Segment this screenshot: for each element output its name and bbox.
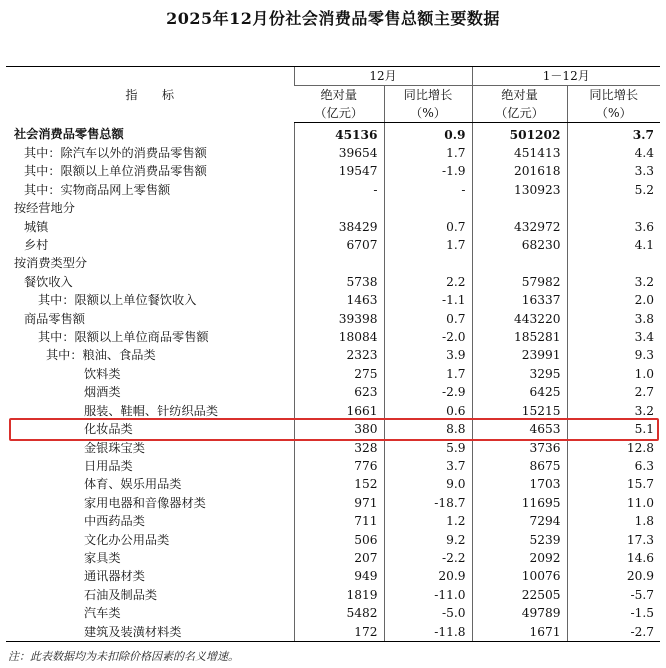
ytd-growth-cell: 17.3 <box>567 530 660 548</box>
ytd-growth-cell: 3.2 <box>567 402 660 420</box>
ytd-abs-cell: 10076 <box>472 567 567 585</box>
ytd-abs-cell: 6425 <box>472 383 567 401</box>
month-growth-cell: 5.9 <box>384 438 472 456</box>
row-label: 烟酒类 <box>84 385 121 400</box>
month-abs-cell <box>294 199 384 217</box>
month-growth-cell: 20.9 <box>384 567 472 585</box>
month-growth-cell: -2.2 <box>384 549 472 567</box>
ytd-growth-cell: 6.3 <box>567 457 660 475</box>
row-label: 金银珠宝类 <box>84 440 145 455</box>
row-label: 石油及制品类 <box>84 587 158 602</box>
month-growth-cell: -18.7 <box>384 494 472 512</box>
table-row <box>6 291 660 309</box>
month-abs-cell: 623 <box>294 383 384 401</box>
ytd-growth-cell: 9.3 <box>567 346 660 364</box>
ytd-abs-cell: 22505 <box>472 586 567 604</box>
row-label: 其中：实物商品网上零售额 <box>24 182 171 197</box>
ytd-growth-cell: -5.7 <box>567 586 660 604</box>
table-row <box>6 123 660 144</box>
retail-sales-table <box>6 66 660 642</box>
month-abs-cell: 6707 <box>294 236 384 254</box>
ytd-abs-cell: 3736 <box>472 438 567 456</box>
row-label: 按消费类型分 <box>14 256 88 271</box>
ytd-growth-cell: 3.2 <box>567 273 660 291</box>
row-label: 社会消费品零售总额 <box>14 127 124 142</box>
ytd-abs-cell: 1671 <box>472 622 567 641</box>
ytd-growth-cell: 5.2 <box>567 181 660 199</box>
month-abs-cell: - <box>294 181 384 199</box>
ytd-abs-cell: 1703 <box>472 475 567 493</box>
row-label: 体育、娱乐用品类 <box>84 477 182 492</box>
month-abs-cell: 45136 <box>294 123 384 144</box>
month-abs-cell: 1661 <box>294 402 384 420</box>
month-abs-cell <box>294 254 384 272</box>
row-label: 饮料类 <box>84 366 121 381</box>
month-growth-cell <box>384 199 472 217</box>
month-abs-cell: 506 <box>294 530 384 548</box>
ytd-abs-cell: 8675 <box>472 457 567 475</box>
table-row <box>6 199 660 217</box>
ytd-growth-cell: 3.3 <box>567 162 660 180</box>
month-abs-cell: 38429 <box>294 217 384 235</box>
month-abs-cell: 328 <box>294 438 384 456</box>
ytd-abs-cell: 501202 <box>472 123 567 144</box>
row-label: 服装、鞋帽、针纺织品类 <box>84 403 219 418</box>
ytd-abs-header: 绝对量 （亿元） <box>472 86 567 123</box>
row-label: 商品零售额 <box>24 311 85 326</box>
ytd-abs-cell: 16337 <box>472 291 567 309</box>
row-label: 中西药品类 <box>84 514 145 529</box>
table-row <box>6 144 660 162</box>
row-label: 日用品类 <box>84 458 133 473</box>
ytd-abs-cell: 68230 <box>472 236 567 254</box>
month-abs-cell: 39398 <box>294 309 384 327</box>
ytd-abs-cell: 185281 <box>472 328 567 346</box>
month-abs-cell: 18084 <box>294 328 384 346</box>
month-growth-cell: -2.0 <box>384 328 472 346</box>
ytd-abs-cell: 443220 <box>472 309 567 327</box>
ytd-growth-cell: 1.8 <box>567 512 660 530</box>
ytd-growth-cell: 3.7 <box>567 123 660 144</box>
row-label: 化妆品类 <box>84 422 133 437</box>
ytd-abs-cell: 2092 <box>472 549 567 567</box>
month-growth-cell: -11.0 <box>384 586 472 604</box>
month-abs-cell: 776 <box>294 457 384 475</box>
row-label: 汽车类 <box>84 606 121 621</box>
month-growth-cell: -11.8 <box>384 622 472 641</box>
month-abs-cell: 1463 <box>294 291 384 309</box>
ytd-abs-cell: 57982 <box>472 273 567 291</box>
table-row <box>6 181 660 199</box>
row-label: 其中：限额以上单位商品零售额 <box>38 330 209 345</box>
ytd-abs-cell: 15215 <box>472 402 567 420</box>
month-growth-cell: 9.2 <box>384 530 472 548</box>
month-abs-cell: 1819 <box>294 586 384 604</box>
table-row <box>6 512 660 530</box>
month-growth-cell <box>384 254 472 272</box>
month-growth-cell: - <box>384 181 472 199</box>
month-growth-cell: 8.8 <box>384 420 472 438</box>
ytd-growth-cell: 2.0 <box>567 291 660 309</box>
month-growth-cell: 1.7 <box>384 236 472 254</box>
ytd-growth-header: 同比增长 （%） <box>567 86 660 123</box>
ytd-growth-cell: 1.0 <box>567 365 660 383</box>
ytd-growth-cell: 12.8 <box>567 438 660 456</box>
month-growth-cell: 1.7 <box>384 144 472 162</box>
ytd-growth-cell: 3.8 <box>567 309 660 327</box>
month-abs-cell: 5738 <box>294 273 384 291</box>
ytd-abs-cell: 3295 <box>472 365 567 383</box>
indicator-header: 指 标 <box>6 67 294 123</box>
row-label: 建筑及装潢材料类 <box>6 622 294 641</box>
ytd-abs-cell: 432972 <box>472 217 567 235</box>
ytd-abs-cell: 23991 <box>472 346 567 364</box>
month-abs-cell: 19547 <box>294 162 384 180</box>
month-abs-cell: 5482 <box>294 604 384 622</box>
row-label: 餐饮收入 <box>24 274 73 289</box>
table-row <box>6 273 660 291</box>
row-label: 其中：限额以上单位餐饮收入 <box>38 293 197 308</box>
ytd-growth-cell: -2.7 <box>567 622 660 641</box>
table-row <box>6 365 660 383</box>
row-label: 其中：粮油、食品类 <box>46 348 156 363</box>
table-row <box>6 254 660 272</box>
month-growth-cell: 0.7 <box>384 309 472 327</box>
period-month-header: 12月 <box>294 67 472 86</box>
month-growth-header: 同比增长 （%） <box>384 86 472 123</box>
ytd-abs-cell <box>472 199 567 217</box>
ytd-growth-cell: -1.5 <box>567 604 660 622</box>
month-abs-cell: 172 <box>294 622 384 641</box>
row-label: 其中：限额以上单位消费品零售额 <box>24 164 207 179</box>
table-row <box>6 402 660 420</box>
month-abs-cell: 207 <box>294 549 384 567</box>
ytd-abs-cell: 5239 <box>472 530 567 548</box>
footnote: 注：此表数据均为未扣除价格因素的名义增速。 <box>8 650 239 663</box>
row-label: 家用电器和音像器材类 <box>84 495 206 510</box>
month-abs-cell: 711 <box>294 512 384 530</box>
table-row <box>6 567 660 585</box>
month-growth-cell: 0.7 <box>384 217 472 235</box>
month-abs-cell: 949 <box>294 567 384 585</box>
month-abs-cell: 2323 <box>294 346 384 364</box>
month-growth-cell: 2.2 <box>384 273 472 291</box>
row-label: 按经营地分 <box>14 201 75 216</box>
table-row <box>6 494 660 512</box>
page-title: 2025年12月份社会消费品零售总额主要数据 <box>166 9 500 28</box>
month-growth-cell: -5.0 <box>384 604 472 622</box>
ytd-growth-cell: 4.1 <box>567 236 660 254</box>
table-row <box>6 604 660 622</box>
ytd-abs-cell: 130923 <box>472 181 567 199</box>
ytd-growth-cell: 15.7 <box>567 475 660 493</box>
month-growth-cell: -1.1 <box>384 291 472 309</box>
table-row <box>6 530 660 548</box>
ytd-abs-cell: 4653 <box>472 420 567 438</box>
table-row-highlighted <box>6 420 660 438</box>
ytd-abs-cell: 7294 <box>472 512 567 530</box>
row-label: 文化办公用品类 <box>84 532 170 547</box>
ytd-growth-cell <box>567 199 660 217</box>
month-growth-cell: 1.2 <box>384 512 472 530</box>
period-ytd-header: 1－12月 <box>472 67 660 86</box>
ytd-growth-cell: 3.6 <box>567 217 660 235</box>
ytd-growth-cell: 20.9 <box>567 567 660 585</box>
ytd-abs-cell: 451413 <box>472 144 567 162</box>
row-label: 家具类 <box>84 550 121 565</box>
ytd-growth-cell: 14.6 <box>567 549 660 567</box>
table-row <box>6 586 660 604</box>
month-abs-cell: 380 <box>294 420 384 438</box>
month-growth-cell: 0.6 <box>384 402 472 420</box>
row-label: 通讯器材类 <box>84 569 145 584</box>
month-growth-cell: 9.0 <box>384 475 472 493</box>
table-row <box>6 438 660 456</box>
ytd-abs-cell: 201618 <box>472 162 567 180</box>
table-row <box>6 236 660 254</box>
table-row <box>6 346 660 364</box>
month-growth-cell: 3.7 <box>384 457 472 475</box>
month-growth-cell: 1.7 <box>384 365 472 383</box>
row-label: 乡村 <box>24 238 49 253</box>
row-label: 其中：除汽车以外的消费品零售额 <box>24 146 207 161</box>
month-growth-cell: -2.9 <box>384 383 472 401</box>
table-row <box>6 457 660 475</box>
table-row <box>6 162 660 180</box>
table-row <box>6 309 660 327</box>
ytd-growth-cell <box>567 254 660 272</box>
month-growth-cell: 3.9 <box>384 346 472 364</box>
ytd-abs-cell: 11695 <box>472 494 567 512</box>
table-row <box>6 328 660 346</box>
table-row <box>6 549 660 567</box>
ytd-abs-cell: 49789 <box>472 604 567 622</box>
month-abs-cell: 152 <box>294 475 384 493</box>
ytd-growth-cell: 4.4 <box>567 144 660 162</box>
month-growth-cell: 0.9 <box>384 123 472 144</box>
ytd-growth-cell: 5.1 <box>567 420 660 438</box>
table-row <box>6 475 660 493</box>
table-row <box>6 217 660 235</box>
row-label: 城镇 <box>24 219 49 234</box>
month-abs-cell: 971 <box>294 494 384 512</box>
ytd-abs-cell <box>472 254 567 272</box>
ytd-growth-cell: 3.4 <box>567 328 660 346</box>
month-growth-cell: -1.9 <box>384 162 472 180</box>
month-abs-cell: 39654 <box>294 144 384 162</box>
ytd-growth-cell: 11.0 <box>567 494 660 512</box>
table-row <box>6 622 660 641</box>
month-abs-cell: 275 <box>294 365 384 383</box>
table-row <box>6 383 660 401</box>
month-abs-header: 绝对量 （亿元） <box>294 86 384 123</box>
ytd-growth-cell: 2.7 <box>567 383 660 401</box>
